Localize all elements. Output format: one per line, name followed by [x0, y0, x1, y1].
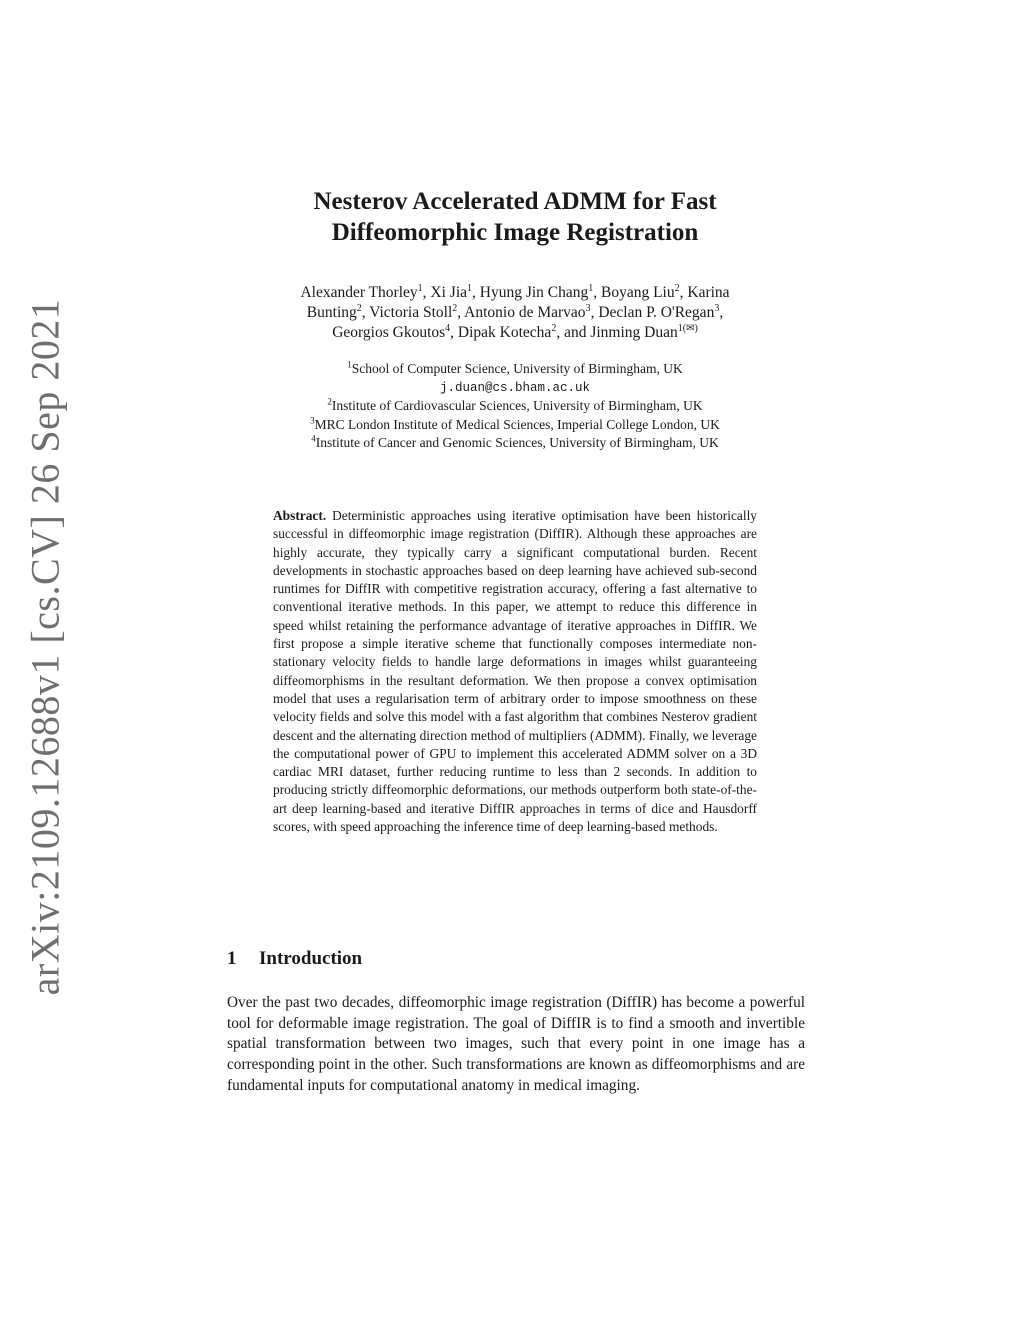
author-affiliation-mark: 1 — [417, 282, 423, 294]
title-line-2: Diffeomorphic Image Registration — [331, 219, 699, 246]
author-line: Bunting$^2$, Victoria Stoll$^2$, Antonio de Marvao$^3$, Declan P. O'Regan$^3$, — [306, 302, 724, 321]
abstract-label: Abstract. — [273, 508, 327, 523]
author-affiliation-mark: 3 — [585, 302, 591, 314]
author-name: Boyang Liu — [601, 284, 675, 301]
author-name: Dipak Kotecha — [457, 324, 552, 341]
affiliation: $^2$Institute of Cardiovascular Sciences, University of Birmingham, UK — [327, 396, 703, 413]
author-affiliation-mark: 2 — [551, 322, 557, 334]
paper-title — [250, 186, 780, 248]
title-line-1: Nesterov Accelerated ADMM for Fast — [313, 188, 717, 215]
author-line: Alexander Thorley$^1$, Xi Jia$^1$, Hyung Jin Chang$^1$, Boyang Liu$^2$, Karina — [300, 282, 730, 301]
contact-email[interactable]: j.duan@cs.bham.ac.uk — [439, 380, 591, 395]
section-title: Introduction — [259, 948, 363, 969]
author-name: Declan P. O'Regan — [598, 304, 715, 321]
abstract — [273, 507, 757, 836]
author-affiliation-mark: 1 — [588, 282, 594, 294]
author-name-part: Karina — [687, 284, 730, 301]
affiliation: $^4$Institute of Cancer and Genomic Sciences, University of Birmingham, UK — [311, 433, 719, 450]
arxiv-identifier: arXiv:2109.12688v1 [cs.CV] 26 Sep 2021 — [22, 298, 68, 996]
author-name: Jinming Duan — [590, 324, 678, 341]
author-affiliation-mark: 1 — [467, 282, 472, 294]
author-name: Alexander Thorley — [300, 284, 418, 301]
author-affiliation-mark: 3 — [714, 302, 720, 314]
corresponding-author-mark: 1(✉) — [677, 322, 698, 334]
author-name: Xi Jia — [430, 284, 467, 301]
section-number: 1 — [227, 948, 237, 969]
affiliation: $^3$MRC London Institute of Medical Sciences, Imperial College London, UK — [310, 415, 720, 432]
author-line: Georgios Gkoutos$^4$, Dipak Kotecha$^2$, and Jinming Duan$^{1(✉)}$ — [332, 322, 698, 341]
author-affiliation-mark: 2 — [356, 302, 362, 314]
author-list — [230, 283, 800, 343]
section-heading — [227, 948, 362, 970]
author-affiliation-mark: 4 — [445, 322, 451, 334]
author-name: Georgios Gkoutos — [332, 324, 446, 341]
author-name: Hyung Jin Chang — [479, 284, 589, 301]
affiliation: $^1$School of Computer Science, University of Birmingham, UK — [347, 359, 683, 376]
author-affiliation-mark: 2 — [674, 282, 680, 294]
author-name: Victoria Stoll — [369, 304, 453, 321]
author-name-part: Bunting — [306, 304, 357, 321]
author-name: Antonio de Marvao — [464, 304, 586, 321]
arxiv-sidebar — [22, 298, 68, 996]
affiliation-list — [230, 360, 800, 453]
author-affiliation-mark: 2 — [452, 302, 458, 314]
intro-paragraph: Over the past two decades, diffeomorphic image registration (DiffIR) has become a powerful tool for deformable image registration. The goal of DiffIR is to find a smooth and invertible spatial transformation between two images, such that every point in one image has a corresponding point in the other. Such transformations are known as diffeomorphisms and are fundamental inputs for computational anatomy in medical imaging. — [227, 994, 805, 1094]
abstract-text: Deterministic approaches using iterative optimisation have been historically successful in diffeomorphic image registration (DiffIR). Although these approaches are highly accurate, they typically carry a significant computational burden. Recent developments in stochastic approaches based on deep learning have achieved sub-second runtimes for DiffIR with competitive registration accuracy, offering a fast alternative to conventional iterative methods. In this paper, we attempt to reduce this difference in speed whilst retaining the performance advantage of iterative approaches in DiffIR. We first propose a simple iterative scheme that functionally composes intermediate non-stationary velocity fields to handle large deformations in images whilst guaranteeing diffeomorphisms in the resultant deformation. We then propose a convex optimisation model that uses a regularisation term of arbitrary order to impose smoothness on these velocity fields and solve this model with a fast algorithm that combines Nesterov gradient descent and the alternating direction method of multipliers (ADMM). Finally, we leverage the computational power of GPU to implement this accelerated ADMM solver on a 3D cardiac MRI dataset, further reducing runtime to less than 2 seconds. In addition to producing strictly diffeomorphic deformations, our methods outperform both state-of-the-art deep learning-based and iterative DiffIR approaches in terms of dice and Hausdorff scores, with speed approaching the inference time of deep learning-based methods. — [273, 508, 757, 835]
